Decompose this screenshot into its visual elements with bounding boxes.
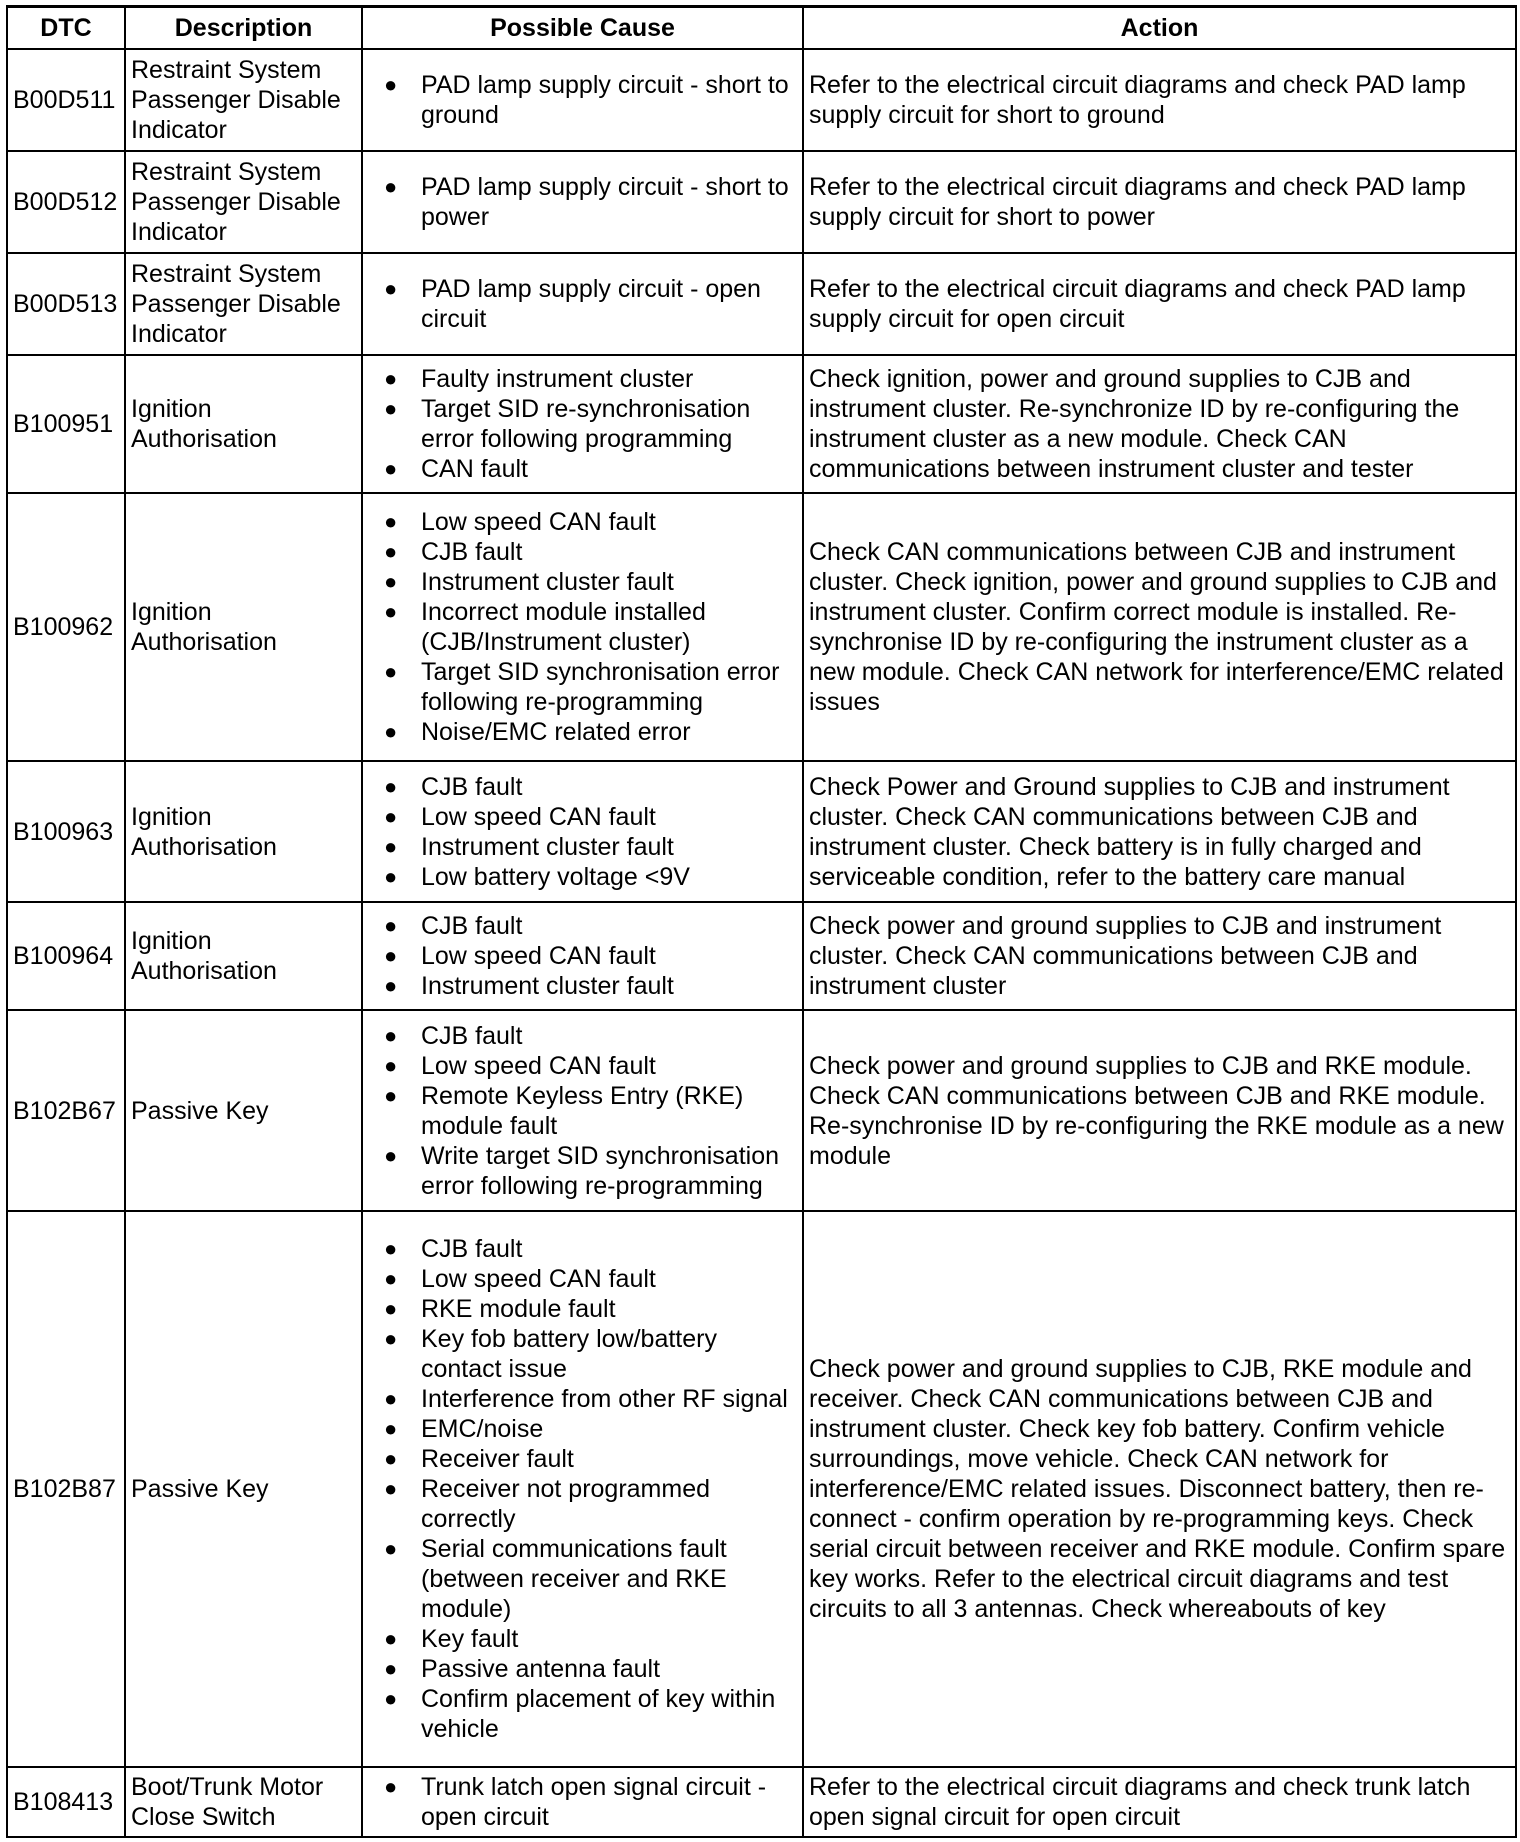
table-row xyxy=(7,1211,1516,1767)
action-text: Refer to the electrical circuit diagrams and check PAD lamp supply circuit for short to power xyxy=(803,151,1516,253)
cause-item: ● Receiver not programmed correctly xyxy=(384,1474,796,1534)
dtc-description: Passive Key xyxy=(125,1211,362,1767)
header-action: Action xyxy=(803,7,1516,50)
cause-item: ● PAD lamp supply circuit - open circuit xyxy=(384,274,796,334)
possible-cause-cell xyxy=(362,761,803,902)
cause-item: ● Low battery voltage <9V xyxy=(384,862,796,892)
cause-item: ● CJB fault xyxy=(384,1021,796,1051)
cause-item: ● Low speed CAN fault xyxy=(384,802,796,832)
dtc-description: Ignition Authorisation xyxy=(125,761,362,902)
header-description: Description xyxy=(125,7,362,50)
possible-cause-cell xyxy=(362,49,803,151)
dtc-code: B102B87 xyxy=(7,1211,125,1767)
dtc-description: Restraint System Passenger Disable Indicator xyxy=(125,253,362,355)
table-row xyxy=(7,1767,1516,1837)
cause-item: ● Low speed CAN fault xyxy=(384,1264,796,1294)
possible-cause-cell xyxy=(362,1211,803,1767)
action-text: Check CAN communications between CJB and instrument cluster. Check ignition, power and ground supplies to CJB and instrument cluster. Confirm correct module is installed. Re-synchronise ID by re-configuring the instrument cluster as a new module. Check CAN network for interference/EMC related issues xyxy=(803,493,1516,761)
table-row xyxy=(7,151,1516,253)
cause-item: ● CJB fault xyxy=(384,911,796,941)
cause-item: ● CJB fault xyxy=(384,537,796,567)
dtc-code: B100964 xyxy=(7,902,125,1010)
cause-item: ● Incorrect module installed (CJB/Instrument cluster) xyxy=(384,597,796,657)
cause-item: ● Target SID synchronisation error following re-programming xyxy=(384,657,796,717)
cause-item: ● Noise/EMC related error xyxy=(384,717,796,747)
cause-list xyxy=(384,772,796,892)
dtc-code: B00D511 xyxy=(7,49,125,151)
action-text: Check power and ground supplies to CJB, RKE module and receiver. Check CAN communications between CJB and instrument cluster. Check key fob battery. Confirm vehicle surroundings, move vehicle. Check CAN network for interference/EMC related issues. Disconnect battery, then re-connect - confirm operation by re-programming keys. Check serial circuit between receiver and RKE module. Confirm spare key works. Refer to the electrical circuit diagrams and test circuits to all 3 antennas. Check whereabouts of key xyxy=(803,1211,1516,1767)
possible-cause-cell xyxy=(362,902,803,1010)
cause-item: ● CJB fault xyxy=(384,772,796,802)
cause-item: ● Low speed CAN fault xyxy=(384,941,796,971)
header-row xyxy=(7,7,1516,50)
dtc-description: Ignition Authorisation xyxy=(125,355,362,493)
cause-item: ● Key fault xyxy=(384,1624,796,1654)
cause-list xyxy=(384,1234,796,1744)
possible-cause-cell xyxy=(362,253,803,355)
dtc-code: B00D513 xyxy=(7,253,125,355)
header-possible-cause: Possible Cause xyxy=(362,7,803,50)
cause-item: ● Instrument cluster fault xyxy=(384,832,796,862)
action-text: Refer to the electrical circuit diagrams and check trunk latch open signal circuit for open circuit xyxy=(803,1767,1516,1837)
cause-list xyxy=(384,274,796,334)
table-row xyxy=(7,902,1516,1010)
possible-cause-cell xyxy=(362,151,803,253)
header-dtc: DTC xyxy=(7,7,125,50)
cause-item: ● Low speed CAN fault xyxy=(384,507,796,537)
cause-item: ● CJB fault xyxy=(384,1234,796,1264)
dtc-description: Restraint System Passenger Disable Indicator xyxy=(125,49,362,151)
cause-item: ● Interference from other RF signal xyxy=(384,1384,796,1414)
table-row xyxy=(7,355,1516,493)
dtc-code: B00D512 xyxy=(7,151,125,253)
table-row xyxy=(7,493,1516,761)
possible-cause-cell xyxy=(362,493,803,761)
cause-item: ● PAD lamp supply circuit - short to power xyxy=(384,172,796,232)
action-text: Check Power and Ground supplies to CJB and instrument cluster. Check CAN communications between CJB and instrument cluster. Check battery is in fully charged and serviceable condition, refer to the battery care manual xyxy=(803,761,1516,902)
dtc-code: B100951 xyxy=(7,355,125,493)
table-row xyxy=(7,761,1516,902)
dtc-code: B100963 xyxy=(7,761,125,902)
dtc-description: Ignition Authorisation xyxy=(125,493,362,761)
cause-item: ● Receiver fault xyxy=(384,1444,796,1474)
cause-item: ● Trunk latch open signal circuit - open circuit xyxy=(384,1772,796,1832)
cause-item: ● Low speed CAN fault xyxy=(384,1051,796,1081)
cause-item: ● Target SID re-synchronisation error following programming xyxy=(384,394,796,454)
table-row xyxy=(7,1010,1516,1211)
action-text: Refer to the electrical circuit diagrams and check PAD lamp supply circuit for short to ground xyxy=(803,49,1516,151)
dtc-table xyxy=(6,5,1517,1838)
cause-item: ● Instrument cluster fault xyxy=(384,971,796,1001)
possible-cause-cell xyxy=(362,1010,803,1211)
cause-item: ● RKE module fault xyxy=(384,1294,796,1324)
cause-item: ● Instrument cluster fault xyxy=(384,567,796,597)
cause-item: ● Serial communications fault (between receiver and RKE module) xyxy=(384,1534,796,1624)
table-row xyxy=(7,49,1516,151)
dtc-description: Passive Key xyxy=(125,1010,362,1211)
cause-list xyxy=(384,1021,796,1201)
dtc-description: Ignition Authorisation xyxy=(125,902,362,1010)
action-text: Check power and ground supplies to CJB and instrument cluster. Check CAN communications between CJB and instrument cluster xyxy=(803,902,1516,1010)
cause-item: ● EMC/noise xyxy=(384,1414,796,1444)
cause-item: ● Faulty instrument cluster xyxy=(384,364,796,394)
action-text: Check ignition, power and ground supplies to CJB and instrument cluster. Re-synchronize ID by re-configuring the instrument cluster as a new module. Check CAN communications between instrument cluster and tester xyxy=(803,355,1516,493)
cause-item: ● Key fob battery low/battery contact issue xyxy=(384,1324,796,1384)
cause-list xyxy=(384,911,796,1001)
dtc-code: B108413 xyxy=(7,1767,125,1837)
cause-item: ● PAD lamp supply circuit - short to ground xyxy=(384,70,796,130)
dtc-description: Boot/Trunk Motor Close Switch xyxy=(125,1767,362,1837)
dtc-description: Restraint System Passenger Disable Indicator xyxy=(125,151,362,253)
dtc-code: B100962 xyxy=(7,493,125,761)
dtc-code: B102B67 xyxy=(7,1010,125,1211)
table-row xyxy=(7,253,1516,355)
cause-list xyxy=(384,1772,796,1832)
cause-list xyxy=(384,172,796,232)
action-text: Refer to the electrical circuit diagrams and check PAD lamp supply circuit for open circuit xyxy=(803,253,1516,355)
possible-cause-cell xyxy=(362,355,803,493)
cause-list xyxy=(384,364,796,484)
cause-list xyxy=(384,507,796,747)
cause-item: ● Remote Keyless Entry (RKE) module fault xyxy=(384,1081,796,1141)
cause-item: ● Write target SID synchronisation error following re-programming xyxy=(384,1141,796,1201)
cause-item: ● Passive antenna fault xyxy=(384,1654,796,1684)
action-text: Check power and ground supplies to CJB and RKE module. Check CAN communications between CJB and RKE module. Re-synchronise ID by re-configuring the RKE module as a new module xyxy=(803,1010,1516,1211)
cause-list xyxy=(384,70,796,130)
cause-item: ● CAN fault xyxy=(384,454,796,484)
possible-cause-cell xyxy=(362,1767,803,1837)
cause-item: ● Confirm placement of key within vehicle xyxy=(384,1684,796,1744)
